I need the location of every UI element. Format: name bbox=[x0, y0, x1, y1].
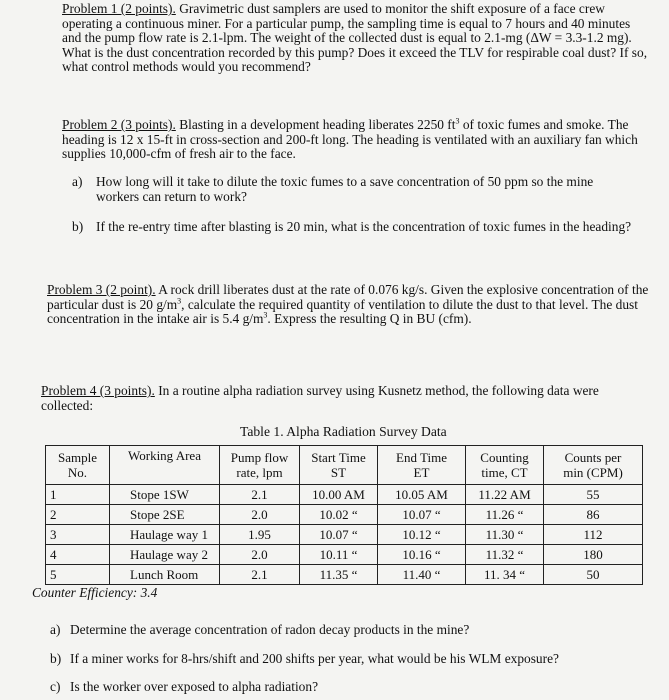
cell-counting-time: 11.22 AM bbox=[466, 485, 544, 505]
header-counting-time: Counting time, CT bbox=[466, 446, 544, 485]
problem-2-item-b-label: b) bbox=[72, 219, 84, 234]
cell-end-time: 10.05 AM bbox=[378, 485, 466, 505]
cell-cpm: 112 bbox=[544, 525, 643, 545]
problem-1-heading: Problem 1 (2 points). bbox=[62, 1, 176, 16]
question-b-text: If a miner works for 8-hrs/shift and 200 shifts per year, what would be his WLM exposure? bbox=[70, 651, 559, 666]
cell-cpm: 55 bbox=[544, 485, 643, 505]
cell-start-time: 10.11 “ bbox=[300, 545, 378, 565]
cell-counting-time: 11.30 “ bbox=[466, 525, 544, 545]
table-row bbox=[46, 565, 643, 585]
cell-working-area: Lunch Room bbox=[110, 565, 220, 585]
alpha-survey-table bbox=[45, 445, 643, 585]
table-row bbox=[46, 525, 643, 545]
cell-sample-no: 3 bbox=[46, 525, 110, 545]
problem-2-heading: Problem 2 (3 points). bbox=[62, 117, 176, 132]
cell-sample-no: 5 bbox=[46, 565, 110, 585]
counter-efficiency: Counter Efficiency: 3.4 bbox=[32, 585, 158, 600]
cell-pump-flow: 2.0 bbox=[220, 545, 300, 565]
cell-start-time: 10.00 AM bbox=[300, 485, 378, 505]
problem-3-body-c: . Express the resulting Q in BU (cfm). bbox=[267, 311, 472, 326]
question-c-text: Is the worker over exposed to alpha radiation? bbox=[70, 679, 319, 694]
table-row bbox=[46, 545, 643, 565]
cell-counting-time: 11.32 “ bbox=[466, 545, 544, 565]
question-a-label: a) bbox=[50, 622, 61, 637]
question-b-label: b) bbox=[50, 651, 62, 666]
header-start-time: Start Time ST bbox=[300, 446, 378, 485]
header-counts-per-min: Counts per min (CPM) bbox=[544, 446, 643, 485]
cell-cpm: 180 bbox=[544, 545, 643, 565]
cell-sample-no: 1 bbox=[46, 485, 110, 505]
cell-cpm: 50 bbox=[544, 565, 643, 585]
problem-4-body: In a routine alpha radiation survey using Kusnetz method, the following data were collected: bbox=[41, 383, 599, 413]
problem-3-paragraph bbox=[47, 283, 653, 327]
problem-4-paragraph bbox=[41, 384, 651, 413]
problem-4-heading: Problem 4 (3 points). bbox=[41, 383, 155, 398]
cell-end-time: 10.16 “ bbox=[378, 545, 466, 565]
table-caption: Table 1. Alpha Radiation Survey Data bbox=[240, 424, 447, 439]
problem-3-body-b: , calculate the required quantity of ventilation to dilute the dust to that level. The dust concentration in the intake air is 5.4 g/m bbox=[47, 296, 638, 326]
problem-1-body: Gravimetric dust samplers are used to monitor the shift exposure of a face crew operating a continuous miner. For a particular pump, the sampling time is equal to 7 hours and 40 minutes and the pump flow rate is 2.1-lpm. The weight of the collected dust is equal to 2.1-mg (ΔW = 3.3-1.2 mg). What is the dust concentration recorded by this pump? Does it exceed the TLV for respirable coal dust? If so, what control methods would you recommend? bbox=[62, 1, 648, 74]
question-a-text: Determine the average concentration of radon decay products in the mine? bbox=[70, 622, 470, 637]
cell-counting-time: 11.26 “ bbox=[466, 505, 544, 525]
cell-sample-no: 2 bbox=[46, 505, 110, 525]
problem-2-superscript: 3 bbox=[455, 116, 460, 126]
cell-working-area: Haulage way 1 bbox=[110, 525, 220, 545]
table-row bbox=[46, 505, 643, 525]
table-header-row bbox=[46, 446, 643, 485]
problem-3-superscript-2: 3 bbox=[263, 310, 268, 320]
problem-2-item-a-text: How long will it take to dilute the toxic fumes to a save concentration of 50 ppm so the mine workers can return to work? bbox=[96, 174, 594, 204]
cell-cpm: 86 bbox=[544, 505, 643, 525]
cell-start-time: 11.35 “ bbox=[300, 565, 378, 585]
problem-2-paragraph bbox=[62, 118, 652, 162]
problem-2-body-b: of toxic fumes and smoke. The heading is 12 x 15-ft in cross-section and 200-ft long. The heading is ventilated with an auxiliary fan which supplies 10,000-cfm of fresh air to the face. bbox=[62, 117, 638, 161]
cell-start-time: 10.07 “ bbox=[300, 525, 378, 545]
cell-working-area: Stope 2SE bbox=[110, 505, 220, 525]
cell-end-time: 10.07 “ bbox=[378, 505, 466, 525]
cell-end-time: 11.40 “ bbox=[378, 565, 466, 585]
header-working-area: Working Area bbox=[110, 446, 220, 485]
cell-pump-flow: 1.95 bbox=[220, 525, 300, 545]
cell-working-area: Haulage way 2 bbox=[110, 545, 220, 565]
problem-3-heading: Problem 3 (2 point). bbox=[47, 282, 156, 297]
header-end-time: End Time ET bbox=[378, 446, 466, 485]
cell-sample-no: 4 bbox=[46, 545, 110, 565]
header-pump-flow: Pump flow rate, lpm bbox=[220, 446, 300, 485]
problem-2-item-a-label: a) bbox=[72, 174, 83, 189]
table-row bbox=[46, 485, 643, 505]
cell-working-area: Stope 1SW bbox=[110, 485, 220, 505]
cell-start-time: 10.02 “ bbox=[300, 505, 378, 525]
problem-2-body-a: Blasting in a development heading liberates 2250 ft bbox=[179, 117, 456, 132]
problem-2-item-b-text: If the re-entry time after blasting is 20 min, what is the concentration of toxic fumes in the heading? bbox=[96, 219, 632, 234]
header-sample-no: Sample No. bbox=[46, 446, 110, 485]
cell-counting-time: 11. 34 “ bbox=[466, 565, 544, 585]
problem-3-superscript-1: 3 bbox=[177, 296, 182, 306]
cell-pump-flow: 2.0 bbox=[220, 505, 300, 525]
cell-end-time: 10.12 “ bbox=[378, 525, 466, 545]
cell-pump-flow: 2.1 bbox=[220, 485, 300, 505]
problem-3-body-a: A rock drill liberates dust at the rate of 0.076 kg/s. Given the explosive concentration of the particular dust is 20 g/m bbox=[47, 282, 649, 312]
question-c-label: c) bbox=[50, 679, 61, 694]
problem-1-paragraph bbox=[62, 2, 652, 75]
cell-pump-flow: 2.1 bbox=[220, 565, 300, 585]
